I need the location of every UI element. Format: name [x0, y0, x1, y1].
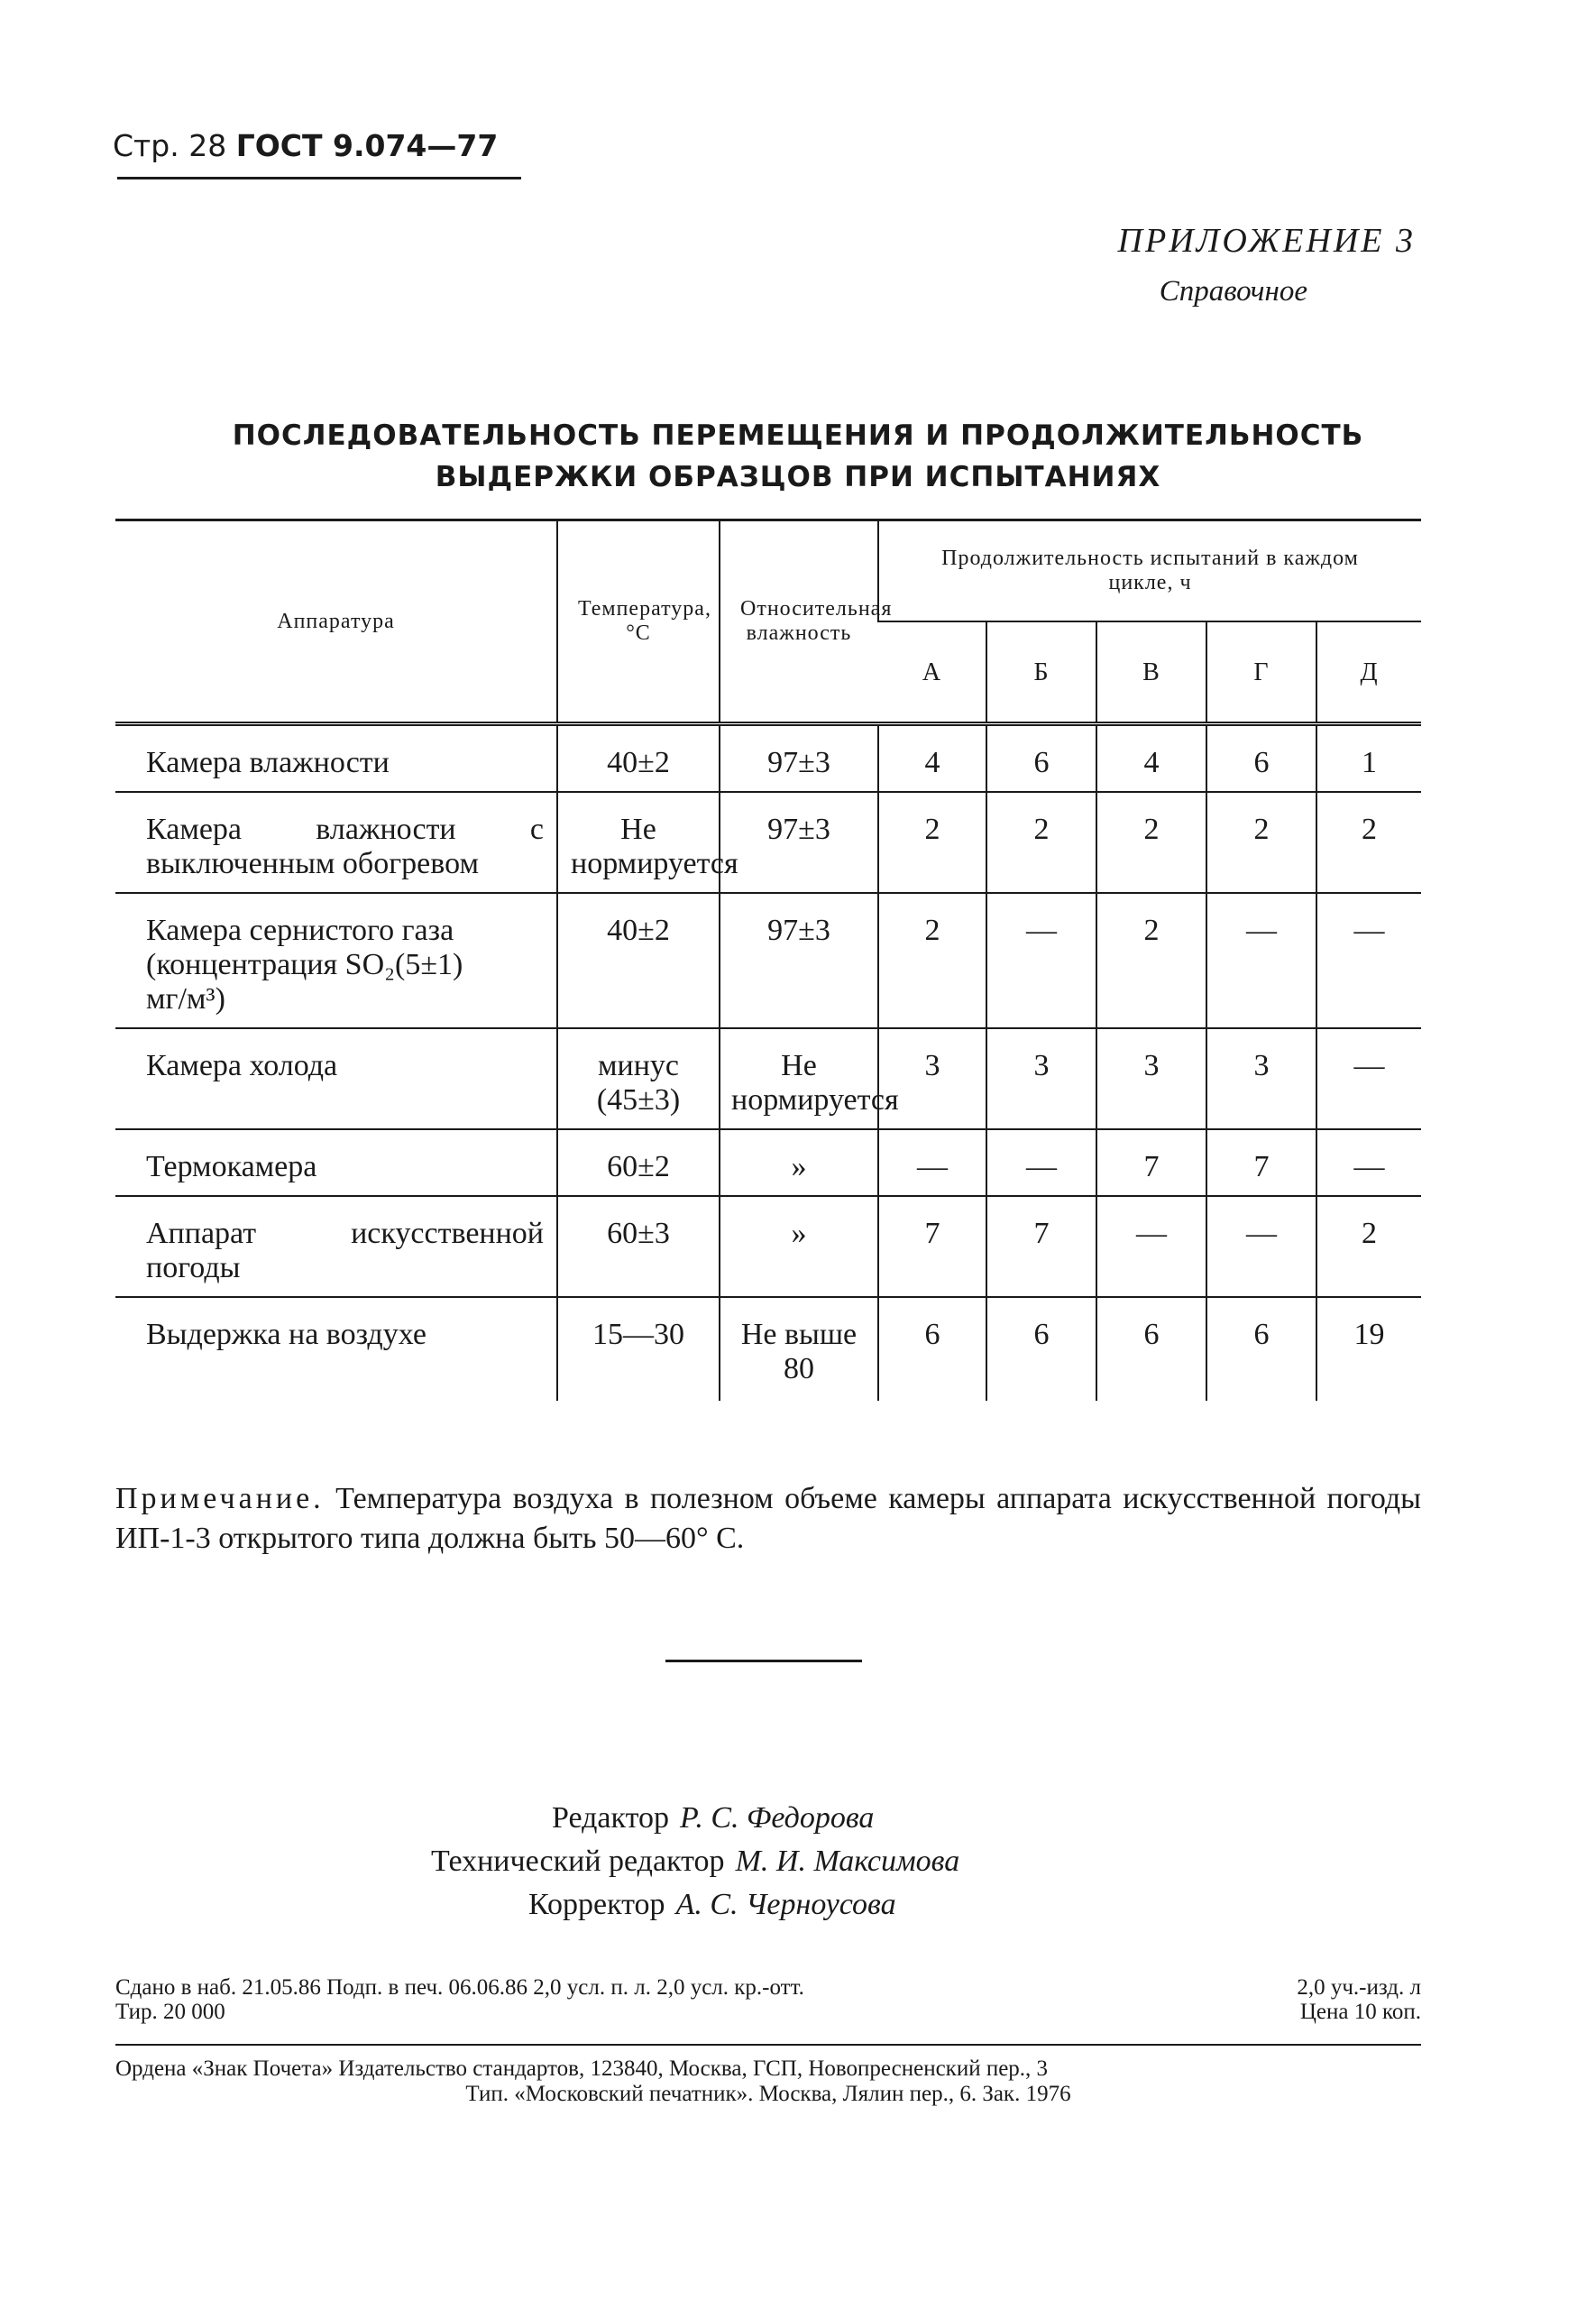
cell-cycle-a: 3	[878, 1028, 986, 1129]
imprint-rule	[115, 2044, 1421, 2046]
cell-cycle-b: —	[986, 893, 1096, 1028]
credit-name: М. И. Максимова	[735, 1845, 960, 1878]
credit-technical-editor	[431, 1840, 959, 1883]
publisher-footer	[115, 2056, 1421, 2107]
cell-cycle-g: —	[1206, 893, 1316, 1028]
header-humidity: Относительная влажность	[720, 520, 878, 724]
cell-cycle-a: 7	[878, 1196, 986, 1297]
imprint	[115, 1975, 1421, 2024]
cell-cycle-b: 2	[986, 792, 1096, 893]
cell-cycle-b: —	[986, 1129, 1096, 1196]
header-temperature: Температура, °С	[557, 520, 720, 724]
imprint-volume: 2,0 уч.-изд. л	[1297, 1975, 1421, 2000]
printer-line: Тип. «Московский печатник». Москва, Лялин пер., 6. Зак. 1976	[465, 2082, 1071, 2106]
cell-cycle-b: 3	[986, 1028, 1096, 1129]
table-row	[115, 1028, 1421, 1129]
imprint-price: Цена 10 коп.	[1299, 2000, 1421, 2024]
cell-temperature: 40±2	[557, 893, 720, 1028]
table-note	[115, 1479, 1421, 1559]
cell-cycle-a: 6	[878, 1297, 986, 1401]
imprint-circulation: Тир. 20 000	[115, 2000, 225, 2024]
cell-cycle-a: 4	[878, 724, 986, 793]
cell-cycle-b: 6	[986, 1297, 1096, 1401]
cell-apparatus: Камера холода	[115, 1028, 557, 1129]
cell-cycle-d: —	[1316, 1129, 1421, 1196]
cell-temperature: минус (45±3)	[557, 1028, 720, 1129]
cell-temperature: Не нормируется	[557, 792, 720, 893]
page-header	[113, 128, 498, 163]
cell-apparatus: Камера влажности с выключенным обогревом	[115, 792, 557, 893]
appendix-title: ПРИЛОЖЕНИЕ 3	[1117, 222, 1416, 260]
cell-cycle-v: 6	[1096, 1297, 1206, 1401]
table-row	[115, 792, 1421, 893]
credit-editor	[552, 1797, 874, 1840]
cell-humidity: 97±3	[720, 792, 878, 893]
cell-cycle-g: 6	[1206, 724, 1316, 793]
cell-temperature: 15—30	[557, 1297, 720, 1401]
header-cycle-a: А	[878, 621, 986, 724]
test-sequence-table	[115, 519, 1421, 1401]
cell-humidity: 97±3	[720, 893, 878, 1028]
credit-corrector	[528, 1883, 896, 1927]
header-duration: Продолжительность испытаний в каждом цикле, ч	[878, 520, 1421, 622]
cell-cycle-a: 2	[878, 792, 986, 893]
cell-cycle-g: —	[1206, 1196, 1316, 1297]
document-title	[0, 415, 1596, 498]
cell-humidity: Не нормируется	[720, 1028, 878, 1129]
cell-cycle-d: 2	[1316, 792, 1421, 893]
cell-cycle-g: 6	[1206, 1297, 1316, 1401]
cell-cycle-g: 2	[1206, 792, 1316, 893]
cell-cycle-v: 4	[1096, 724, 1206, 793]
cell-cycle-v: 3	[1096, 1028, 1206, 1129]
cell-apparatus: Камера влажности	[115, 724, 557, 793]
cell-cycle-b: 7	[986, 1196, 1096, 1297]
separator-rule	[665, 1660, 862, 1662]
cell-cycle-a: —	[878, 1129, 986, 1196]
credit-name: Р. С. Федорова	[679, 1801, 875, 1835]
cell-cycle-d: 19	[1316, 1297, 1421, 1401]
appendix-subtitle: Справочное	[1159, 275, 1307, 308]
page-number: Стр. 28	[113, 128, 227, 163]
cell-apparatus: Аппарат искусственной погоды	[115, 1196, 557, 1297]
note-label: Примечание.	[115, 1482, 325, 1515]
cell-humidity: 97±3	[720, 724, 878, 793]
header-cycle-v: В	[1096, 621, 1206, 724]
cell-apparatus: Выдержка на воздухе	[115, 1297, 557, 1401]
table-row	[115, 1297, 1421, 1401]
cell-humidity: Не выше 80	[720, 1297, 878, 1401]
credit-role: Редактор	[552, 1801, 669, 1835]
cell-temperature: 40±2	[557, 724, 720, 793]
table-row	[115, 1196, 1421, 1297]
cell-cycle-b: 6	[986, 724, 1096, 793]
cell-humidity: »	[720, 1196, 878, 1297]
cell-temperature: 60±2	[557, 1129, 720, 1196]
imprint-dates: Сдано в наб. 21.05.86 Подп. в печ. 06.06.86 2,0 усл. п. л. 2,0 усл. кр.-отт.	[115, 1975, 804, 2000]
cell-cycle-d: 1	[1316, 724, 1421, 793]
standard-number: ГОСТ 9.074—77	[235, 128, 499, 163]
cell-cycle-v: 7	[1096, 1129, 1206, 1196]
header-cycle-g: Г	[1206, 621, 1316, 724]
table-row	[115, 724, 1421, 793]
header-cycle-d: Д	[1316, 621, 1421, 724]
credit-role: Технический редактор	[431, 1845, 725, 1878]
cell-apparatus: Камера сернистого газа (концентрация SO₂(5±1) мг/м³)	[115, 893, 557, 1028]
header-cycle-b: Б	[986, 621, 1096, 724]
header-rule	[117, 177, 521, 179]
cell-cycle-v: 2	[1096, 792, 1206, 893]
document-title-line-2: ВЫДЕРЖКИ ОБРАЗЦОВ ПРИ ИСПЫТАНИЯХ	[435, 461, 1161, 493]
cell-temperature: 60±3	[557, 1196, 720, 1297]
cell-cycle-a: 2	[878, 893, 986, 1028]
header-apparatus: Аппаратура	[115, 520, 557, 724]
cell-cycle-d: 2	[1316, 1196, 1421, 1297]
document-title-line-1: ПОСЛЕДОВАТЕЛЬНОСТЬ ПЕРЕМЕЩЕНИЯ И ПРОДОЛЖИТЕЛЬНОСТЬ	[232, 419, 1364, 452]
cell-cycle-v: —	[1096, 1196, 1206, 1297]
cell-cycle-d: —	[1316, 893, 1421, 1028]
table-row	[115, 1129, 1421, 1196]
cell-cycle-d: —	[1316, 1028, 1421, 1129]
credit-name: А. С. Черноусова	[675, 1888, 896, 1921]
table-row	[115, 893, 1421, 1028]
publisher-line: Ордена «Знак Почета» Издательство стандартов, 123840, Москва, ГСП, Новопресненский пер., 3	[115, 2056, 1049, 2081]
credit-role: Корректор	[528, 1888, 665, 1921]
cell-cycle-g: 7	[1206, 1129, 1316, 1196]
cell-cycle-g: 3	[1206, 1028, 1316, 1129]
cell-apparatus: Термокамера	[115, 1129, 557, 1196]
cell-humidity: »	[720, 1129, 878, 1196]
note-text: Температура воздуха в полезном объеме камеры аппарата искусственной погоды ИП-1-3 открытого типа должна быть 50—60° С.	[115, 1482, 1421, 1555]
cell-cycle-v: 2	[1096, 893, 1206, 1028]
